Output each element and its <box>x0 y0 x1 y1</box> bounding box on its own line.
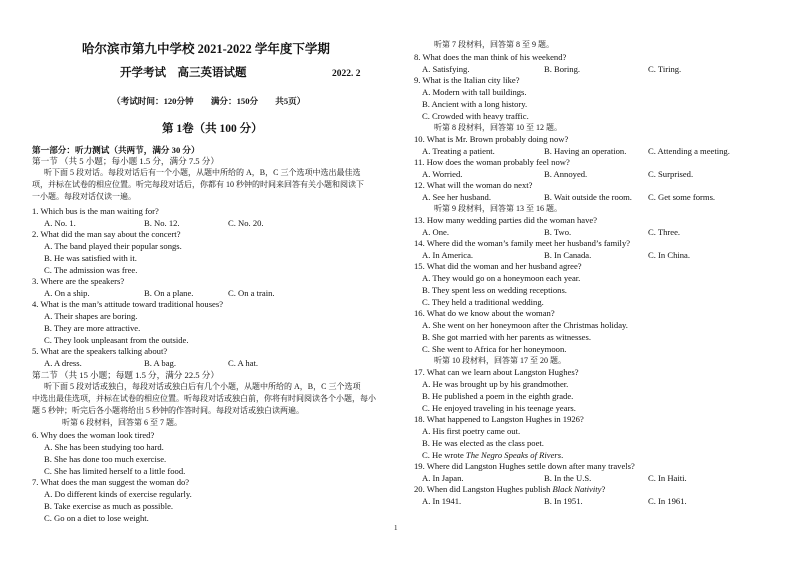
listening-material-7: 听第 7 段材料，回答第 8 至 9 题。 <box>434 40 554 49</box>
q9-option-a: A. Modern with tall buildings. <box>422 87 527 97</box>
section2-instructions: 中选出最佳选项，并标在试卷的相应位置。听每段对话或独白前，你将有时间阅读各个小题，每小 <box>32 394 376 403</box>
question-9: 9. What is the Italian city like? <box>414 75 520 85</box>
section2-heading: 第二节 （共 15 小题；每题 1.5 分，满分 22.5 分） <box>32 370 219 380</box>
listening-material-6: 听第 6 段材料，回答第 6 至 7 题。 <box>62 418 182 427</box>
q14-option-a: A. In America. <box>422 250 474 260</box>
volume-heading: 第 1卷（共 100 分） <box>162 123 263 135</box>
q17-option-b: B. He published a poem in the eighth grade. <box>422 391 574 401</box>
q16-option-c: C. She went to Africa for her honeymoon. <box>422 344 567 354</box>
q6-option-c: C. She has limited herself to a little food. <box>44 466 186 476</box>
question-2: 2. What did the man say about the concert? <box>32 229 181 239</box>
q18-option-c-title: The Negro Speaks of Rivers <box>465 450 562 460</box>
listening-material-9: 听第 9 段材料，回答第 13 至 16 题。 <box>434 204 562 213</box>
question-19: 19. Where did Langston Hughes settle down after many travels? <box>414 461 635 471</box>
page-number: 1 <box>394 524 398 532</box>
q13-option-b: B. Two. <box>544 227 572 237</box>
q2-option-a: A. The band played their popular songs. <box>44 241 182 251</box>
q11-option-a: A. Worried. <box>422 169 463 179</box>
q4-option-a: A. Their shapes are boring. <box>44 311 138 321</box>
q7-option-b: B. Take exercise as much as possible. <box>44 501 174 511</box>
section1-instructions: 项，并标在试卷的相应位置。听完每段对话后，你都有 10 秒钟的时间来回答有关小题和阅读下 <box>32 180 364 189</box>
question-1: 1. Which bus is the man waiting for? <box>32 206 159 216</box>
exam-subtitle: 开学考试 高三英语试题 <box>120 67 247 79</box>
question-6: 6. Why does the woman look tired? <box>32 430 155 440</box>
q19-option-c: C. In Haiti. <box>648 473 687 483</box>
question-20-prefix: 20. When did Langston Hughes publish <box>414 484 553 494</box>
q5-option-c: C. A hat. <box>228 358 259 368</box>
q9-option-c: C. Crowded with heavy traffic. <box>422 111 529 121</box>
section2-instructions: 听下面 5 段对话或独白，每段对话或独白后有几个小题，从题中所给的 A，B，C 三个选项 <box>44 382 361 391</box>
question-16: 16. What do we know about the woman? <box>414 308 555 318</box>
q2-option-b: B. He was satisfied with it. <box>44 253 137 263</box>
q7-option-c: C. Go on a diet to lose weight. <box>44 513 149 523</box>
q10-option-c: C. Attending a meeting. <box>648 146 730 156</box>
q12-option-a: A. See her husband. <box>422 192 491 202</box>
q8-option-c: C. Tiring. <box>648 64 682 74</box>
q9-option-b: B. Ancient with a long history. <box>422 99 528 109</box>
part1-heading: 第一部分：听力测试（共两节，满分 30 分） <box>32 145 200 155</box>
q11-option-c: C. Surprised. <box>648 169 694 179</box>
question-4: 4. What is the man’s attitude toward traditional houses? <box>32 299 224 309</box>
q1-option-a: A. No. 1. <box>44 218 76 228</box>
q13-option-a: A. One. <box>422 227 449 237</box>
q18-option-c-prefix: C. He wrote <box>422 450 466 460</box>
listening-material-10: 听第 10 段材料，回答第 17 至 20 题。 <box>434 356 566 365</box>
question-11: 11. How does the woman probably feel now? <box>414 157 570 167</box>
q13-option-c: C. Three. <box>648 227 681 237</box>
q15-option-b: B. They spent less on wedding receptions. <box>422 285 567 295</box>
question-20-title: Black Nativity <box>552 484 602 494</box>
question-13: 13. How many wedding parties did the woman have? <box>414 215 598 225</box>
q1-option-b: B. No. 12. <box>144 218 180 228</box>
q5-option-b: B. A bag. <box>144 358 176 368</box>
exam-title: 哈尔滨市第九中学校 2021-2022 学年度下学期 <box>82 42 330 56</box>
q18-option-c <box>422 450 563 460</box>
question-7: 7. What does the man suggest the woman do? <box>32 477 190 487</box>
q17-option-c: C. He enjoyed traveling in his teenage years. <box>422 403 576 413</box>
q5-option-a: A. A dress. <box>44 358 82 368</box>
q7-option-a: A. Do different kinds of exercise regularly. <box>44 489 192 499</box>
question-5: 5. What are the speakers talking about? <box>32 346 168 356</box>
question-14: 14. Where did the woman’s family meet her husband’s family? <box>414 238 631 248</box>
question-12: 12. What will the woman do next? <box>414 180 533 190</box>
q1-option-c: C. No. 20. <box>228 218 264 228</box>
question-3: 3. Where are the speakers? <box>32 276 125 286</box>
q3-option-b: B. On a plane. <box>144 288 194 298</box>
q8-option-a: A. Satisfying. <box>422 64 470 74</box>
section1-instructions: 一小题。每段对话仅读一遍。 <box>32 192 136 201</box>
q6-option-a: A. She has been studying too hard. <box>44 442 164 452</box>
q12-option-c: C. Get some forms. <box>648 192 716 202</box>
question-20-suffix: ? <box>601 484 606 494</box>
q18-option-b: B. He was elected as the class poet. <box>422 438 544 448</box>
q19-option-a: A. In Japan. <box>422 473 464 483</box>
question-8: 8. What does the man think of his weekend? <box>414 52 567 62</box>
q15-option-a: A. They would go on a honeymoon each year. <box>422 273 581 283</box>
q18-option-a: A. His first poetry came out. <box>422 426 521 436</box>
q14-option-c: C. In China. <box>648 250 691 260</box>
q15-option-c: C. They held a traditional wedding. <box>422 297 544 307</box>
section1-instructions: 听下面 5 段对话。每段对话后有一个小题，从题中所给的 A，B，C 三个选项中选出最佳选 <box>44 168 361 177</box>
question-20 <box>414 484 605 494</box>
q16-option-b: B. She got married with her parents as witnesses. <box>422 332 591 342</box>
q10-option-b: B. Having an operation. <box>544 146 627 156</box>
question-18: 18. What happened to Langston Hughes in 1926? <box>414 414 584 424</box>
q12-option-b: B. Wait outside the room. <box>544 192 632 202</box>
q10-option-a: A. Treating a patient. <box>422 146 495 156</box>
exam-info: （考试时间：120分钟 满分：150分 共5页） <box>112 96 306 106</box>
q20-option-a: A. In 1941. <box>422 496 462 506</box>
q8-option-b: B. Boring. <box>544 64 581 74</box>
q3-option-c: C. On a train. <box>228 288 275 298</box>
question-15: 15. What did the woman and her husband agree? <box>414 261 582 271</box>
listening-material-8: 听第 8 段材料，回答第 10 至 12 题。 <box>434 123 562 132</box>
q14-option-b: B. In Canada. <box>544 250 592 260</box>
q20-option-c: C. In 1961. <box>648 496 687 506</box>
q6-option-b: B. She has done too much exercise. <box>44 454 167 464</box>
section1-heading: 第一节 （共 5 小题；每小题 1.5 分，满分 7.5 分） <box>32 156 219 166</box>
q2-option-c: C. The admission was free. <box>44 265 138 275</box>
question-17: 17. What can we learn about Langston Hughes? <box>414 367 579 377</box>
q11-option-b: B. Annoyed. <box>544 169 588 179</box>
q18-option-c-suffix: . <box>561 450 564 460</box>
q16-option-a: A. She went on her honeymoon after the Christmas holiday. <box>422 320 628 330</box>
q3-option-a: A. On a ship. <box>44 288 90 298</box>
question-10: 10. What is Mr. Brown probably doing now? <box>414 134 569 144</box>
exam-date: 2022. 2 <box>332 69 361 79</box>
q4-option-b: B. They are more attractive. <box>44 323 141 333</box>
q20-option-b: B. In 1951. <box>544 496 583 506</box>
q19-option-b: B. In the U.S. <box>544 473 592 483</box>
q4-option-c: C. They look unpleasant from the outside. <box>44 335 189 345</box>
q17-option-a: A. He was brought up by his grandmother. <box>422 379 569 389</box>
section2-instructions: 题 5 秒钟；听完后各小题将给出 5 秒钟的作答时间。每段对话或独白读两遍。 <box>32 406 304 415</box>
